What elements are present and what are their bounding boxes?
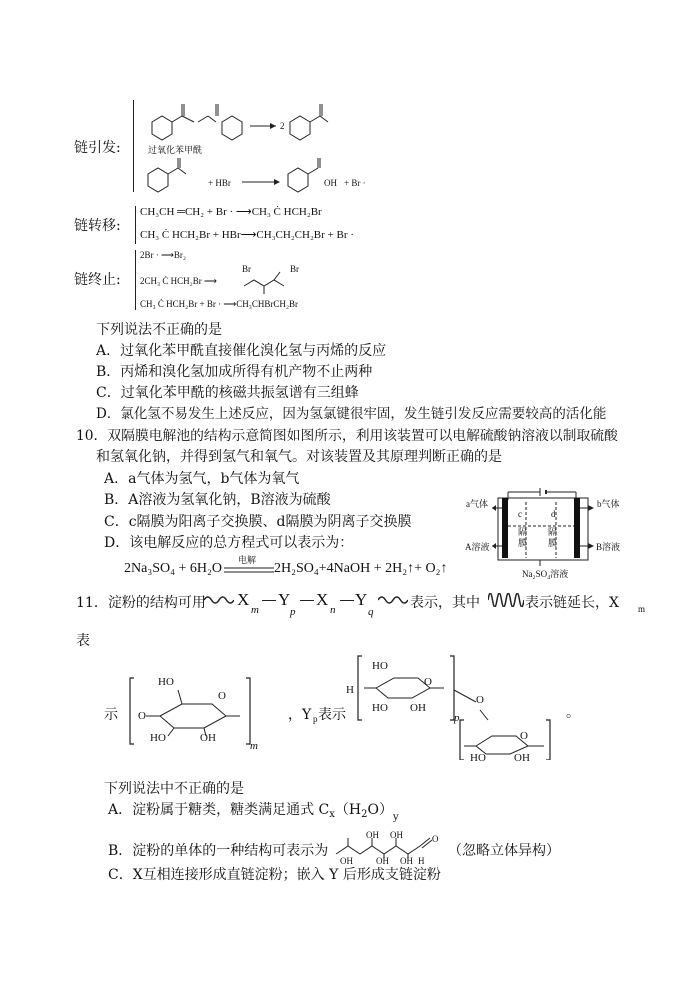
starch-formula-x2: X	[316, 590, 329, 609]
diagram-membrane-text-4: 膜	[548, 538, 558, 548]
q10-stem-line1: 10．双隔膜电解池的结构示意简图如图所示，利用该装置可以电解硫酸钠溶液以制取硫酸	[76, 428, 618, 444]
q9-stem: 下列说法不正确的是	[96, 322, 222, 338]
diagram-c-membrane-label: c	[518, 509, 522, 519]
q11-stem-mid: 表示，其中	[410, 595, 480, 611]
yp-bridge-o: O	[476, 694, 484, 706]
yp-h-left: H	[346, 684, 354, 696]
starch-formula-x: X	[237, 590, 250, 609]
xm-oh-bottom: OH	[200, 732, 216, 744]
starch-formula-y: Y	[278, 590, 291, 609]
q11-period: 。	[566, 705, 580, 721]
q11-stem-pre: 11．淀粉的结构可用	[76, 595, 206, 611]
q11-option-a-post: O）	[367, 802, 393, 818]
benzoyloxy-radical-structure	[140, 158, 200, 198]
yp-label-2: 表示	[318, 707, 346, 723]
q11-stem-xm-sub: m	[638, 604, 646, 614]
diagram-a-gas-label: a气体	[466, 499, 488, 509]
glucose-unit-x-structure	[116, 672, 256, 752]
starch-formula-dash-2	[300, 600, 314, 601]
glucose-aldehyde-h: H	[418, 856, 425, 866]
init-eq2-br: + Br ·	[344, 178, 366, 188]
chain-wave-icon-2	[378, 594, 408, 606]
init-eq1-coef: 2	[280, 121, 285, 131]
glucose-oh-4: OH	[376, 856, 389, 866]
term-eq2-br: Br	[290, 264, 299, 274]
starch-formula-q: q	[368, 606, 374, 618]
q10-eq-condition: 电解	[238, 555, 257, 565]
q11-stem-wrap: 表	[76, 633, 90, 649]
yp-oh-bottom: OH	[410, 702, 426, 714]
glucose-oh-3: OH	[340, 856, 353, 866]
diagram-membrane-text-2: 膜	[518, 538, 528, 548]
diagram-a-solution-label: A溶液	[465, 542, 490, 552]
xm-label-shi: 示	[104, 707, 118, 723]
yp-label-sub: p	[313, 714, 318, 724]
xm-ring-o: O	[218, 690, 226, 702]
q10-stem-line2: 和氢氧化钠，并得到氢气和氧气。对该装置及其原理判断正确的是	[96, 449, 502, 465]
starch-formula-y2: Y	[355, 590, 368, 609]
q11-option-a-mid: （H	[334, 802, 362, 818]
q11-stem-post: 表示链延长，X	[525, 595, 619, 611]
q11-option-a-x: x	[329, 809, 335, 820]
prop-eq1: CH₃CH ═CH₂ + Br · ⟶CH₃ Ċ HCH₂Br	[140, 206, 322, 218]
glucose-aldehyde-o: O	[432, 834, 439, 844]
term-eq3: CH₃ Ċ HCH₂Br + Br · ⟶CH₃CHBrCH₂Br	[140, 299, 299, 309]
q10-eq-equals	[224, 566, 274, 574]
q9-option-a: A．过氧化苯甲酰直接催化溴化氢与丙烯的反应	[96, 343, 387, 359]
glucose-oh-2: OH	[390, 830, 403, 840]
diagram-na2so4-label: Na₂SO₄溶液	[522, 569, 569, 579]
q11-stem: 下列说法中不正确的是	[104, 781, 244, 797]
q10-option-d: D．该电解反应的总方程式可以表示为：	[104, 535, 354, 551]
starch-formula-m: m	[251, 604, 259, 616]
yp-label: ，Y	[288, 707, 312, 723]
glucose-oh-5: OH	[400, 856, 413, 866]
starch-formula-p: p	[290, 606, 296, 618]
bpo-name: 过氧化苯甲酰	[148, 145, 203, 155]
chain-extension-wave-icon	[488, 593, 524, 607]
xm-subscript-m: m	[250, 740, 258, 752]
xm-ho-bottom: HO	[150, 732, 166, 744]
diagram-membrane-text-1: 隔	[518, 527, 528, 537]
diagram-b-gas-label: b气体	[597, 499, 620, 509]
q11-option-b-post: （忽略立体异构）	[448, 843, 560, 859]
xm-o-left: O	[138, 710, 146, 722]
glucose-oh-1: OH	[366, 830, 379, 840]
q11-option-a-y: y	[393, 812, 399, 823]
xm-ho-top: HO	[158, 676, 174, 688]
init-eq2-arrow	[242, 177, 282, 187]
q9-option-b: B．丙烯和溴化氢加成所得有机产物不止两种	[96, 364, 373, 380]
initiation-brace	[133, 100, 134, 192]
starch-formula-dash-1	[262, 600, 276, 601]
term-eq1: 2Br · ⟶Br₂	[140, 250, 187, 260]
propagation-brace	[135, 206, 136, 244]
init-eq2-hbr: + HBr	[208, 178, 231, 188]
term-eq2-br2: Br	[242, 264, 251, 274]
q11-option-a-2: 2	[361, 809, 368, 820]
q11-option-a-pre: A．淀粉属于糖类，糖类满足通式 C	[108, 802, 330, 818]
q11-option-a	[108, 801, 399, 827]
prop-eq2: CH₃ Ċ HCH₂Br + HBr⟶CH₃CH₂CH₂Br + Br ·	[140, 229, 354, 241]
q10-eq-right: 2H₂SO₄+4NaOH + 2H₂↑+ O₂↑	[274, 561, 448, 576]
diagram-d-membrane-label: d	[551, 509, 556, 519]
yp-lower-ring-o: O	[520, 730, 528, 742]
termination-label: 链终止:	[74, 272, 121, 288]
diagram-membrane-text-3: 隔	[548, 527, 558, 537]
starch-formula-n: n	[330, 604, 336, 616]
yp-ring-o: O	[424, 676, 432, 688]
chain-wave-icon	[204, 594, 234, 606]
yp-ho-top: HO	[372, 660, 388, 672]
yp-subscript-p: p	[454, 712, 460, 724]
q10-option-b: B．A溶液为氢氧化钠，B溶液为硫酸	[104, 492, 331, 508]
yp-lower-oh: OH	[514, 752, 530, 764]
propagation-label: 链转移:	[74, 218, 121, 234]
starch-formula-dash-3	[340, 600, 354, 601]
diagram-b-solution-label: B溶液	[596, 542, 621, 552]
yp-lower-ho: HO	[470, 752, 486, 764]
q9-option-d: D．氯化氢不易发生上述反应，因为氢氯键很牢固，发生链引发反应需要较高的活化能	[96, 406, 607, 422]
q11-option-b-pre: B．淀粉的单体的一种结构可表示为	[108, 843, 329, 859]
init-eq2-oh: OH	[324, 178, 337, 188]
term-eq2: 2CH₃ Ċ HCH₂Br ⟶	[140, 276, 217, 286]
yp-ho-bottom: HO	[372, 702, 388, 714]
q9-option-c: C．过氧化苯甲酰的核磁共振氢谱有三组蜂	[96, 385, 359, 401]
initiation-label: 链引发:	[74, 140, 121, 156]
q10-eq-left: 2Na₃SO₄ + 6H₂O	[124, 561, 222, 576]
q11-option-c: C．X互相连接形成直链淀粉；嵌入 Y 后形成支链淀粉	[108, 867, 441, 883]
q10-option-a: A．a气体为氢气，b气体为氧气	[104, 471, 300, 487]
termination-brace	[135, 250, 136, 310]
q10-option-c: C．c隔膜为阳离子交换膜、d隔膜为阴离子交换膜	[104, 514, 412, 530]
